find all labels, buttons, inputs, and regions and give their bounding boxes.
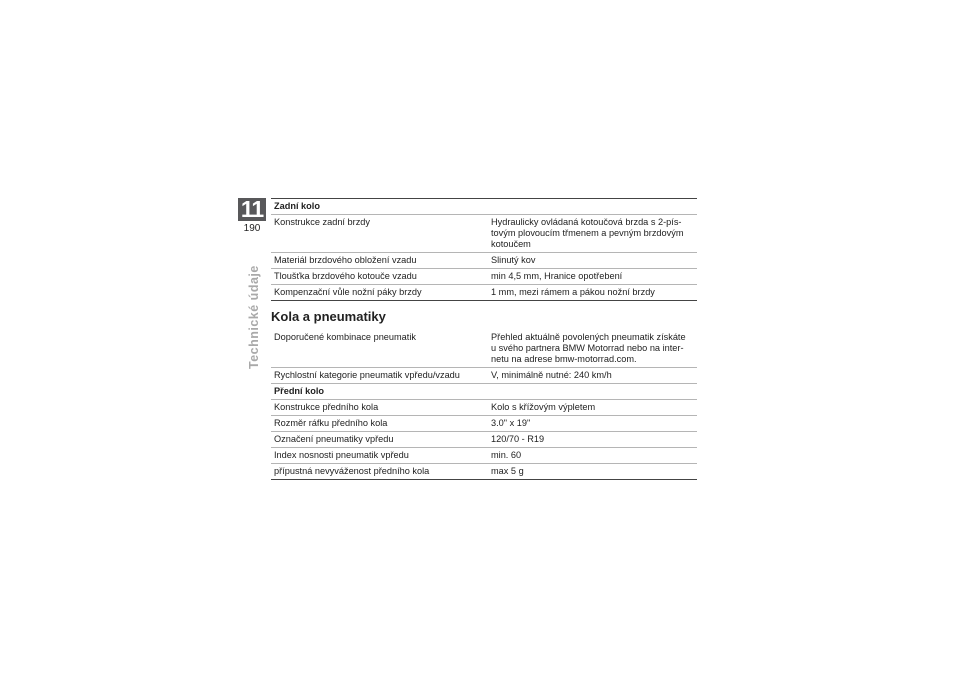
table-row <box>271 400 697 416</box>
table-row <box>271 269 697 285</box>
table-row <box>271 215 697 253</box>
table-row <box>271 448 697 464</box>
spec-value <box>488 400 697 416</box>
spec-value-line: Kolo s křížovým výpletem <box>491 402 596 412</box>
spec-value-line: 1 mm, mezi rámem a pákou nožní brzdy <box>491 287 655 297</box>
spec-label: Rychlostní kategorie pneumatik vpředu/vzadu <box>271 368 488 384</box>
spec-value <box>488 330 697 368</box>
spec-label: Kompenzační vůle nožní páky brzdy <box>271 285 488 301</box>
spec-value-line: Slinutý kov <box>491 255 536 265</box>
spec-value <box>488 269 697 285</box>
wheels-tires-heading: Kola a pneumatiky <box>271 309 386 324</box>
spec-label: Rozměr ráfku předního kola <box>271 416 488 432</box>
spec-value-line: Přehled aktuálně povolených pneumatik získáte <box>491 332 686 342</box>
spec-label: Konstrukce zadní brzdy <box>271 215 488 253</box>
spec-value-line: min 4,5 mm, Hranice opotřebení <box>491 271 623 281</box>
table-row <box>271 432 697 448</box>
spec-label: Označení pneumatiky vpředu <box>271 432 488 448</box>
table-row <box>271 253 697 269</box>
chapter-number: 11 <box>238 198 266 221</box>
spec-value <box>488 285 697 301</box>
front-wheel-section-title: Přední kolo <box>271 384 697 400</box>
spec-value-line: 120/70 - R19 <box>491 434 545 444</box>
spec-value-line: tovým plovoucím třmenem a pevným brzdovým <box>491 228 684 238</box>
table-row <box>271 330 697 368</box>
table-row <box>271 464 697 480</box>
spec-label: přípustná nevyváženost předního kola <box>271 464 488 480</box>
rear-wheel-section-title: Zadní kolo <box>271 199 697 215</box>
page-number: 190 <box>243 223 261 234</box>
spec-value <box>488 464 697 480</box>
spec-value-line: V, minimálně nutné: 240 km/h <box>491 370 612 380</box>
spec-value <box>488 432 697 448</box>
spec-label: Doporučené kombinace pneumatik <box>271 330 488 368</box>
table-row <box>271 368 697 384</box>
spec-value <box>488 253 697 269</box>
spec-label: Materiál brzdového obložení vzadu <box>271 253 488 269</box>
rear-wheel-table <box>271 198 697 301</box>
table-row <box>271 416 697 432</box>
page-content <box>271 198 697 480</box>
wheels-tires-table <box>271 330 697 480</box>
spec-value-line: u svého partnera BMW Motorrad nebo na inter- <box>491 343 684 353</box>
spec-value-line: kotoučem <box>491 239 531 249</box>
section-header-row <box>271 384 697 400</box>
spec-value <box>488 448 697 464</box>
section-header-row <box>271 199 697 215</box>
spec-value <box>488 368 697 384</box>
spec-label: Index nosnosti pneumatik vpředu <box>271 448 488 464</box>
table-row <box>271 285 697 301</box>
spec-label: Konstrukce předního kola <box>271 400 488 416</box>
spec-value-line: min. 60 <box>491 450 522 460</box>
spec-value-line: Hydraulicky ovládaná kotoučová brzda s 2-pís- <box>491 217 682 227</box>
spec-value <box>488 215 697 253</box>
spec-value-line: max 5 g <box>491 466 524 476</box>
spec-value-line: netu na adrese bmw-motorrad.com. <box>491 354 637 364</box>
spec-label: Tloušťka brzdového kotouče vzadu <box>271 269 488 285</box>
chapter-title: Technické údaje <box>247 265 261 369</box>
spec-value <box>488 416 697 432</box>
spec-value-line: 3.0" x 19" <box>491 418 531 428</box>
